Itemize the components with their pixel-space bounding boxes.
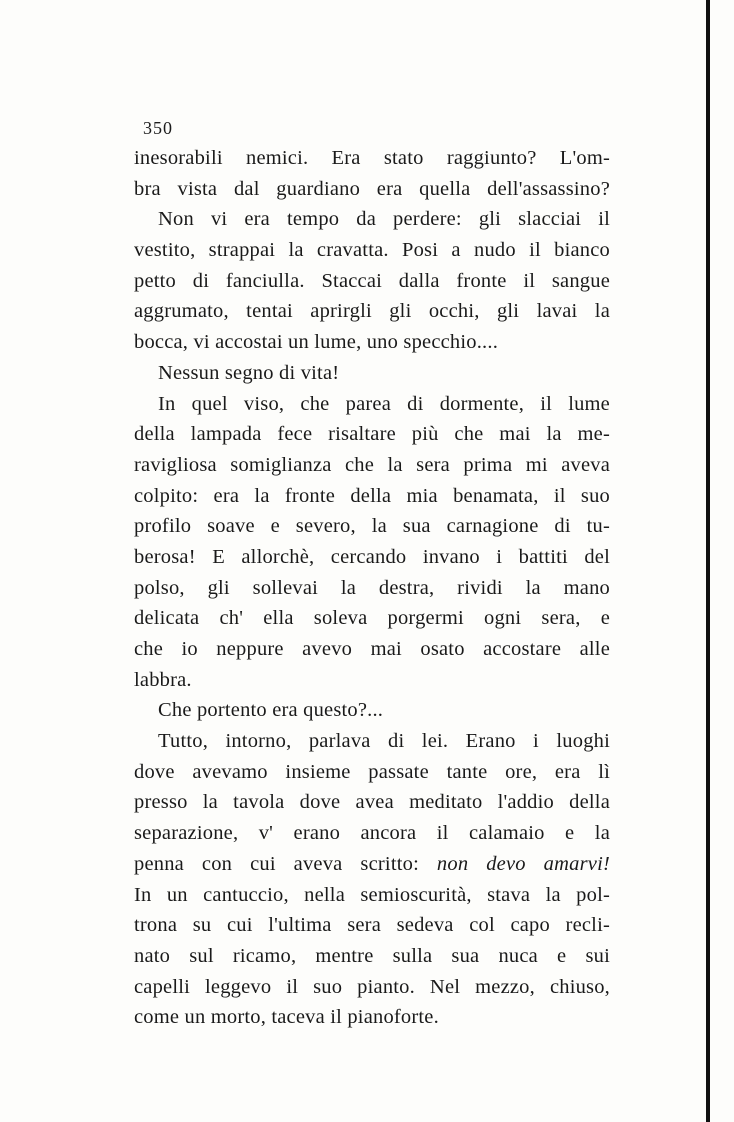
text-line: bocca, vi accostai un lume, uno specchio.... [134, 331, 499, 354]
text-line: delicata ch' ella soleva porgermi ogni sera, e [134, 607, 610, 630]
page-number: 350 [143, 118, 173, 138]
text-line: bra vista dal guardiano era quella dell'assassino? [134, 177, 610, 200]
text-line [134, 849, 610, 880]
text-line: della lampada fece risaltare più che mai la me- [134, 423, 610, 446]
text-line: trona su cui l'ultima sera sedeva col capo recli- [134, 914, 610, 937]
text-line-roman: penna con cui aveva scritto: [134, 852, 437, 875]
text-line: che io neppure avevo mai osato accostare alle [134, 638, 610, 660]
text-line: profilo soave e severo, la sua carnagione di tu- [134, 515, 610, 538]
text-line: inesorabili nemici. Era stato raggiunto? L'om- [134, 147, 610, 169]
text-line: capelli leggevo il suo pianto. Nel mezzo, chiuso, [134, 975, 610, 998]
text-line: Che portento era questo?... [158, 699, 384, 722]
text-line: In un cantuccio, nella semioscurità, stava la pol- [134, 883, 610, 906]
page-body-text [134, 143, 610, 1033]
text-line: petto di fanciulla. Staccai dalla fronte il sangue [134, 269, 610, 292]
text-line: berosa! E allorchè, cercando invano i battiti del [134, 545, 610, 568]
text-line: separazione, v' erano ancora il calamaio e la [134, 822, 610, 845]
text-line: labbra. [134, 668, 192, 691]
text-line: aggrumato, tentai aprirgli gli occhi, gli lavai la [134, 300, 610, 323]
text-line: ravigliosa somiglianza che la sera prima mi aveva [134, 453, 610, 476]
italic-quote: non devo amarvi! [436, 852, 610, 875]
text-line: colpito: era la fronte della mia benamata, il suo [134, 484, 610, 507]
page-spine-edge [706, 0, 710, 1122]
text-line: polso, gli sollevai la destra, rividi la mano [134, 576, 610, 599]
text-line: Non vi era tempo da perdere: gli slacciai il [158, 208, 610, 231]
text-line: In quel viso, che parea di dormente, il lume [158, 392, 610, 415]
text-line: nato sul ricamo, mentre sulla sua nuca e sui [134, 944, 610, 967]
text-line: come un morto, taceva il pianoforte. [134, 1006, 439, 1029]
text-line: Tutto, intorno, parlava di lei. Erano i luoghi [158, 730, 610, 753]
text-line: Nessun segno di vita! [158, 361, 340, 384]
text-line: presso la tavola dove avea meditato l'addio della [134, 791, 610, 814]
text-line: vestito, strappai la cravatta. Posi a nudo il bianco [134, 239, 610, 262]
text-line: dove avevamo insieme passate tante ore, era lì [134, 760, 610, 783]
